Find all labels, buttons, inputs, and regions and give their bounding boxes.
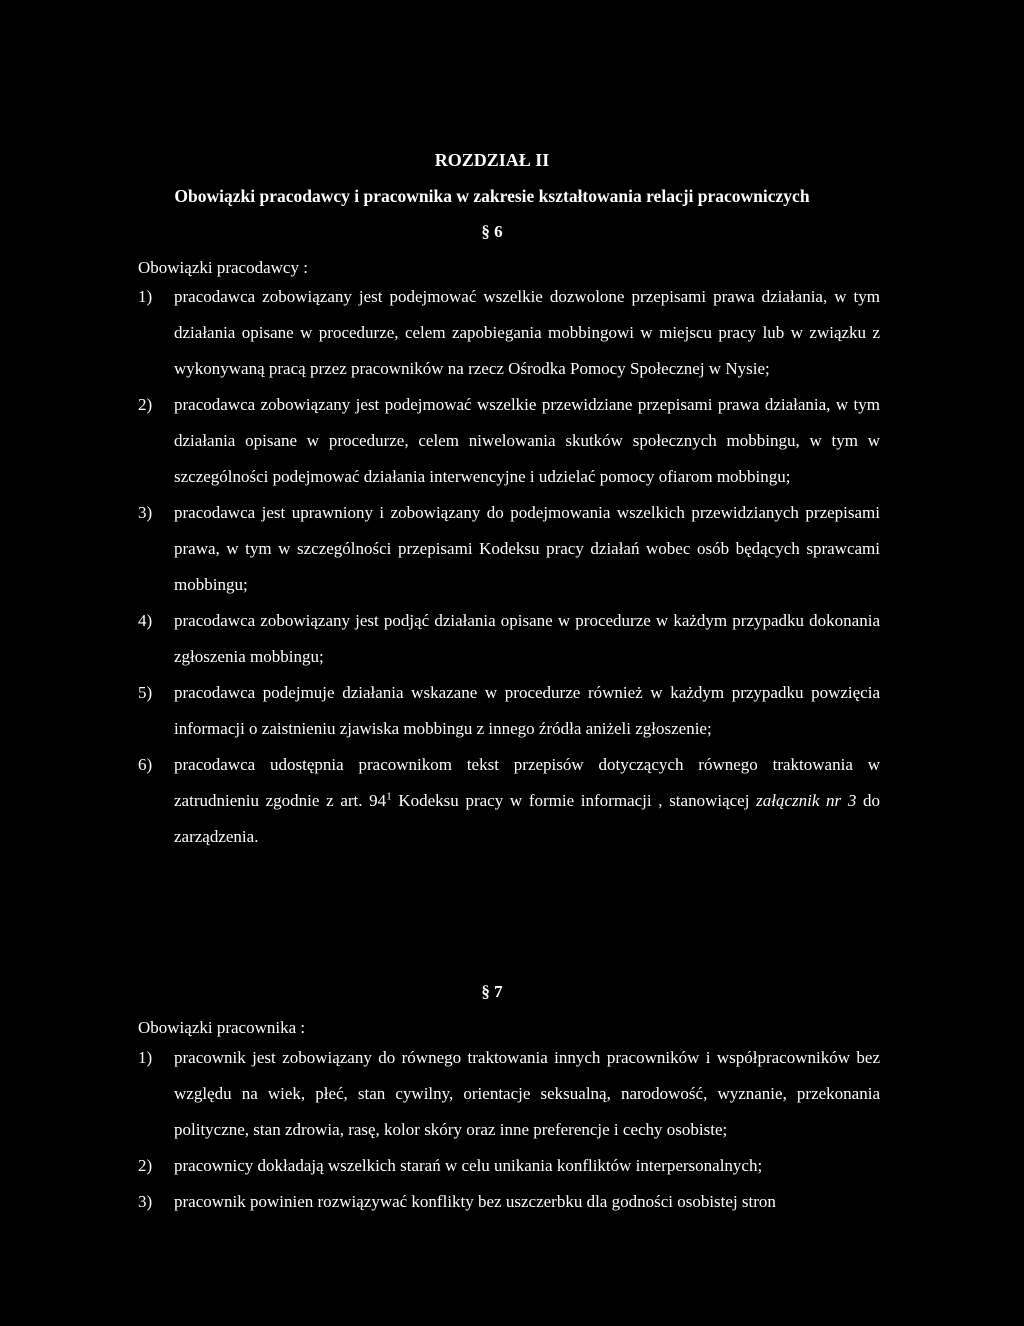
list-item (138, 747, 880, 855)
list-item (138, 279, 880, 387)
item-text: pracownicy dokładają wszelkich starań w celu unikania konfliktów interpersonalnych; (174, 1156, 763, 1175)
section-7-intro: Obowiązki pracownika : (138, 1018, 306, 1037)
item-text-part: do zarządzenia. (174, 791, 880, 846)
item-text-part: Kodeksu pracy w formie informacji , stanowiącej (391, 791, 757, 810)
item-number: 3) (138, 1192, 153, 1211)
item-number: 4) (138, 611, 153, 630)
list-item (138, 387, 880, 495)
chapter-title: ROZDZIAŁ II (434, 150, 550, 170)
item-text: pracodawca zobowiązany jest podejmować wszelkie dozwolone przepisami prawa działania, w tym działania opisane w procedurze, celem zapobiegania mobbingowi w miejscu pracy lub w związku z wykonywaną pracą przez pracowników na rzecz Ośrodka Pomocy Społecznej w Nysie; (174, 287, 880, 378)
chapter-subtitle: Obowiązki pracodawcy i pracownika w zakresie kształtowania relacji pracowniczych (174, 186, 810, 206)
item-number: 2) (138, 1156, 153, 1175)
list-item (138, 675, 880, 747)
item-number: 5) (138, 683, 153, 702)
item-text: pracodawca jest uprawniony i zobowiązany do podejmowania wszelkich przewidzianych przepisami prawa, w tym w szczególności przepisami Kodeksu pracy działań wobec osób będących sprawcami mobbingu; (174, 503, 880, 594)
item-number: 2) (138, 395, 153, 414)
item-number: 1) (138, 1048, 153, 1067)
list-item (138, 1148, 880, 1184)
item-text: pracodawca podejmuje działania wskazane w procedurze również w każdym przypadku powzięcia informacji o zaistnieniu zjawiska mobbingu z innego źródła aniżeli zgłoszenie; (174, 683, 880, 738)
item-number: 6) (138, 755, 153, 774)
section-6-intro: Obowiązki pracodawcy : (138, 258, 308, 277)
list-item (138, 1040, 880, 1148)
item-number: 1) (138, 287, 153, 306)
annex-reference: załącznik nr 3 (756, 791, 857, 810)
list-item (138, 495, 880, 603)
list-item (138, 1184, 880, 1220)
item-text: pracodawca zobowiązany jest podjąć działania opisane w procedurze w każdym przypadku dokonania zgłoszenia mobbingu; (174, 611, 880, 666)
item-text-part: pracodawca udostępnia pracownikom tekst przepisów dotyczących równego traktowania w zatrudnieniu zgodnie z art. 94 (174, 755, 880, 810)
employee-duties-list (138, 1040, 880, 1220)
item-number: 3) (138, 503, 153, 522)
item-text (174, 747, 880, 855)
section-6-mark: § 6 (481, 222, 503, 241)
item-text: pracodawca zobowiązany jest podejmować wszelkie przewidziane przepisami prawa działania, w tym działania opisane w procedurze, celem niwelowania skutków społecznych mobbingu, w tym w szczególności podejmować działania interwencyjne i udzielać pomocy ofiarom mobbingu; (174, 395, 880, 486)
article-superscript: 1 (386, 790, 392, 803)
item-text: pracownik powinien rozwiązywać konflikty bez uszczerbku dla godności osobistej stron (174, 1192, 776, 1211)
item-text: pracownik jest zobowiązany do równego traktowania innych pracowników i współpracowników bez względu na wiek, płeć, stan cywilny, orientacje seksualną, narodowość, wyznanie, przekonania polityczne, stan zdrowia, rasę, kolor skóry oraz inne preferencje i cechy osobiste; (174, 1048, 880, 1139)
list-item (138, 603, 880, 675)
employer-duties-list (138, 279, 880, 855)
section-7-mark: § 7 (481, 982, 503, 1001)
